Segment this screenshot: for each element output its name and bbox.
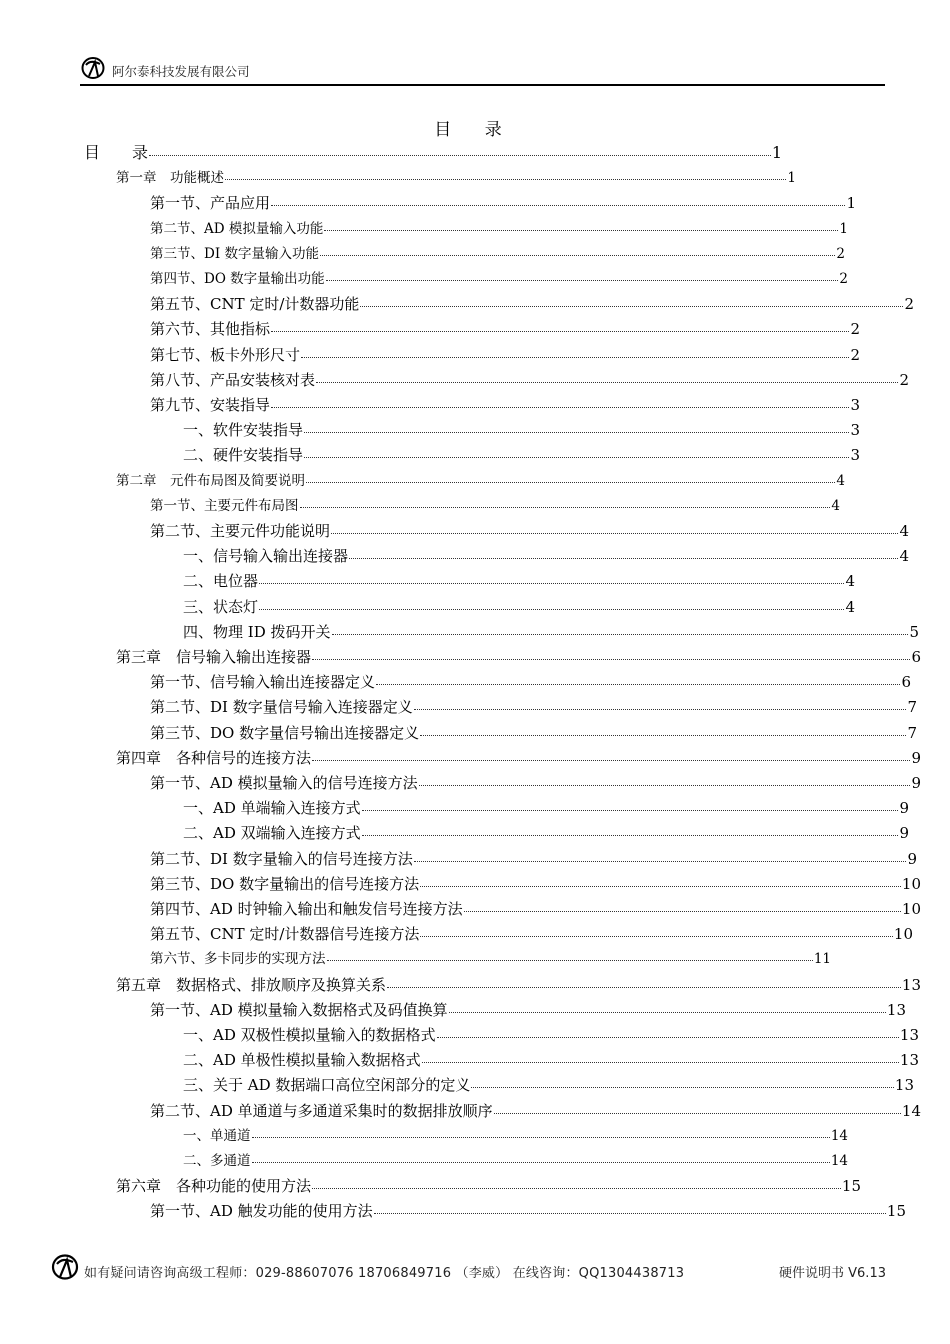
toc-dot-leader [304,456,849,458]
toc-dot-leader [422,1061,899,1063]
toc-entry[interactable] [183,1149,848,1173]
toc-entry[interactable] [150,670,911,694]
toc-entry[interactable] [150,998,906,1022]
toc-dot-leader [420,935,892,937]
toc-dot-leader [306,481,835,483]
toc-dot-leader [414,708,907,710]
toc-dot-leader [312,759,910,761]
toc-entry-title: 三、状态灯 [183,597,259,616]
toc-entry[interactable] [84,141,782,165]
toc-entry[interactable] [150,368,909,392]
toc-entry-title: 第一节、信号输入输出连接器定义 [150,673,376,692]
toc-entry[interactable] [150,771,921,795]
footer-logo-icon [50,1252,80,1282]
toc-page-number: 2 [836,245,845,262]
toc-entry-title: 第一章 功能概述 [116,170,224,187]
toc-page-number: 1 [787,170,796,187]
toc-page-number: 13 [886,1000,906,1019]
toc-page-number: 10 [901,874,921,893]
toc-dot-leader [271,204,845,206]
toc-entry[interactable] [150,292,914,316]
toc-entry-title: 第一节、产品应用 [150,194,271,213]
toc-entry[interactable] [150,1199,906,1223]
toc-entry[interactable] [183,544,909,568]
toc-page-number: 4 [845,597,855,616]
toc-page-number: 9 [899,824,909,843]
toc-entry[interactable] [150,922,913,946]
toc-entry[interactable] [116,973,921,997]
toc-dot-leader [316,381,898,383]
toc-dot-leader [360,305,903,307]
toc-page-number: 6 [911,648,921,666]
toc-entry-title: 第三节、DO 数字量输出的信号连接方法 [150,874,420,893]
toc-dot-leader [414,860,907,862]
toc-entry-title: 二、AD 单极性模拟量输入数据格式 [183,1051,421,1070]
toc-page-number: 15 [886,1202,906,1221]
toc-dot-leader [271,406,849,408]
footer-contact: 如有疑问请咨询高级工程师：029-88607076 18706849716 （李威） 在线咨询：QQ1304438713 [84,1266,685,1281]
toc-entry-title: 一、软件安装指导 [183,421,304,440]
toc-entry-title: 一、单通道 [183,1127,251,1144]
toc-entry[interactable] [183,418,860,442]
toc-entry[interactable] [150,721,917,745]
toc-entry-title: 第六节、多卡同步的实现方法 [150,951,326,968]
toc-entry-title: 第七节、板卡外形尺寸 [150,345,301,364]
toc-dot-leader [420,885,901,887]
toc-entry-title: 第二章 元件布局图及简要说明 [116,472,305,489]
toc-entry-title: 三、关于 AD 数据端口高位空闲部分的定义 [183,1076,471,1095]
company-name: 阿尔泰科技发展有限公司 [112,64,250,79]
toc-dot-leader [259,582,844,584]
toc-page-number: 14 [830,1127,848,1144]
toc-entry-title: 第四节、DO 数字量输出功能 [150,271,325,287]
toc-entry-title: 二、AD 双端输入连接方式 [183,824,361,843]
toc-entry[interactable] [150,317,860,341]
toc-page-number: 7 [907,723,917,742]
toc-page-number: 4 [899,547,909,566]
toc-entry-title: 第二节、DI 数字量信号输入连接器定义 [150,698,413,717]
toc-page-number: 5 [909,622,919,641]
toc-dot-leader [252,1136,830,1138]
toc-entry-title: 第一节、AD 触发功能的使用方法 [150,1202,373,1221]
toc-entry[interactable] [183,620,919,644]
toc-page-number: 6 [901,673,911,692]
toc-page-number: 2 [899,370,909,389]
toc-page-number: 1 [771,143,782,162]
toc-page-number: 15 [841,1177,861,1196]
toc-page-number: 14 [901,1101,921,1120]
toc-entry-title: 二、多通道 [183,1153,251,1169]
toc-dot-leader [437,1036,899,1038]
toc-entry[interactable] [183,443,860,467]
toc-dot-leader [362,809,899,811]
toc-entry[interactable] [183,821,909,845]
toc-dot-leader [259,608,844,610]
toc-dot-leader [332,633,909,635]
toc-dot-leader [464,910,901,912]
toc-entry-title: 第五节、CNT 定时/计数器功能 [150,295,360,314]
toc-entry[interactable] [150,1099,921,1123]
toc-entry[interactable] [150,217,848,241]
toc-entry-title: 一、信号输入输出连接器 [183,547,349,566]
toc-entry-title: 第一节、主要元件布局图 [150,497,299,514]
toc-entry-title: 第三节、DI 数字量输入功能 [150,245,319,262]
toc-page-number: 13 [899,1051,919,1070]
toc-entry[interactable] [183,595,855,619]
toc-page-number: 10 [901,900,921,918]
toc-entry[interactable] [183,796,909,820]
toc-entry[interactable] [150,947,831,971]
toc-entry-title: 第三节、DO 数字量信号输出连接器定义 [150,723,420,742]
toc-entry[interactable] [150,695,917,719]
toc-dot-leader [320,254,835,256]
toc-page-number: 13 [894,1076,914,1095]
toc-page-number: 7 [907,698,917,717]
page-header [80,55,885,87]
toc-entry-title: 二、电位器 [183,572,259,591]
toc-entry-title: 第六节、其他指标 [150,320,271,339]
header-divider [80,84,885,86]
toc-dot-leader [300,506,831,508]
toc-page-number: 1 [839,220,848,237]
toc-page-number: 9 [911,774,921,792]
toc-entry-title: 第一节、AD 模拟量输入数据格式及码值换算 [150,1000,448,1019]
toc-entry-title: 第六章 各种功能的使用方法 [116,1177,312,1196]
toc-page-number: 2 [850,345,860,364]
toc-page-number: 9 [899,799,909,818]
toc-title: 目 录 [434,120,516,140]
toc-entry[interactable] [150,242,845,266]
toc-dot-leader [376,683,900,685]
toc-entry-title: 第二节、DI 数字量输入的信号连接方法 [150,849,413,868]
toc-entry-title: 第八节、产品安装核对表 [150,370,316,389]
toc-entry[interactable] [150,494,840,518]
toc-dot-leader [271,330,849,332]
toc-page-number: 4 [845,572,855,591]
toc-page-number: 13 [901,975,921,994]
toc-entry[interactable] [183,569,855,593]
page-footer [50,1250,890,1290]
toc-dot-leader [374,1212,886,1214]
toc-page-number: 11 [813,951,831,968]
toc-entry-title: 一、AD 双极性模拟量输入的数据格式 [183,1026,436,1044]
toc-dot-leader [494,1112,901,1114]
toc-page-number: 4 [836,472,845,489]
toc-entry-title: 二、硬件安装指导 [183,446,304,465]
toc-entry-title: 第二节、AD 模拟量输入功能 [150,220,324,237]
toc-entry-title: 第四节、AD 时钟输入输出和触发信号连接方法 [150,900,463,918]
toc-dot-leader [449,1011,886,1013]
toc-page-number: 4 [831,497,840,514]
toc-page-number: 2 [904,295,914,314]
toc-page-number: 4 [899,522,909,540]
toc-entry[interactable] [116,645,921,669]
toc-entry[interactable] [116,469,845,493]
toc-entry[interactable] [183,1073,914,1097]
toc-entry-title: 第五章 数据格式、排放顺序及换算关系 [116,975,387,994]
toc-entry[interactable] [150,267,848,291]
toc-page-number: 14 [830,1153,848,1169]
toc-entry-title: 第四章 各种信号的连接方法 [116,748,312,767]
toc-entry-title: 第三章 信号输入输出连接器 [116,648,312,666]
toc-page-number: 3 [850,421,860,440]
toc-entry-title: 第一节、AD 模拟量输入的信号连接方法 [150,774,418,792]
toc-entry[interactable] [116,166,796,190]
toc-page-number: 2 [839,271,848,287]
toc-page-number: 9 [911,748,921,767]
toc-dot-leader [420,734,906,736]
toc-entry[interactable] [150,847,917,871]
toc-dot-leader [312,1187,841,1189]
footer-manual-version: 硬件说明书 V6.13 [779,1266,886,1281]
toc-entry[interactable] [150,519,909,543]
toc-page-number: 1 [846,194,856,213]
toc-entry-title: 目 录 [84,143,149,162]
toc-entry-title: 第五节、CNT 定时/计数器信号连接方法 [150,925,420,944]
toc-entry[interactable] [150,897,921,921]
toc-entry[interactable] [150,191,856,215]
toc-dot-leader [324,229,838,231]
toc-page-number: 3 [850,446,860,465]
toc-page-number: 13 [899,1026,919,1044]
toc-dot-leader [362,834,899,836]
toc-dot-leader [349,557,898,559]
toc-entry[interactable] [150,872,921,896]
toc-dot-leader [419,784,911,786]
company-logo-icon [80,55,106,81]
toc-entry-title: 一、AD 单端输入连接方式 [183,799,361,818]
toc-dot-leader [327,959,813,961]
toc-dot-leader [387,986,901,988]
toc-entry[interactable] [116,1174,861,1198]
toc-entry[interactable] [183,1124,848,1148]
toc-entry[interactable] [183,1048,919,1072]
toc-dot-leader [471,1086,894,1088]
toc-dot-leader [331,532,898,534]
toc-page-number: 2 [850,320,860,339]
toc-dot-leader [225,178,786,180]
toc-dot-leader [301,356,849,358]
toc-dot-leader [252,1161,830,1163]
toc-entry[interactable] [150,393,860,417]
toc-entry-title: 四、物理 ID 拨码开关 [183,622,331,641]
toc-entry-title: 第二节、主要元件功能说明 [150,522,331,540]
toc-entry[interactable] [116,746,921,770]
toc-entry[interactable] [150,343,860,367]
toc-dot-leader [326,279,839,281]
toc-entry[interactable] [183,1023,919,1047]
toc-entry-title: 第二节、AD 单通道与多通道采集时的数据排放顺序 [150,1101,493,1120]
toc-page-number: 10 [893,925,913,944]
toc-dot-leader [304,431,849,433]
toc-entry-title: 第九节、安装指导 [150,396,271,414]
toc-dot-leader [149,154,771,156]
toc-dot-leader [312,658,910,660]
toc-page-number: 9 [907,849,917,868]
toc-page-number: 3 [850,396,860,414]
